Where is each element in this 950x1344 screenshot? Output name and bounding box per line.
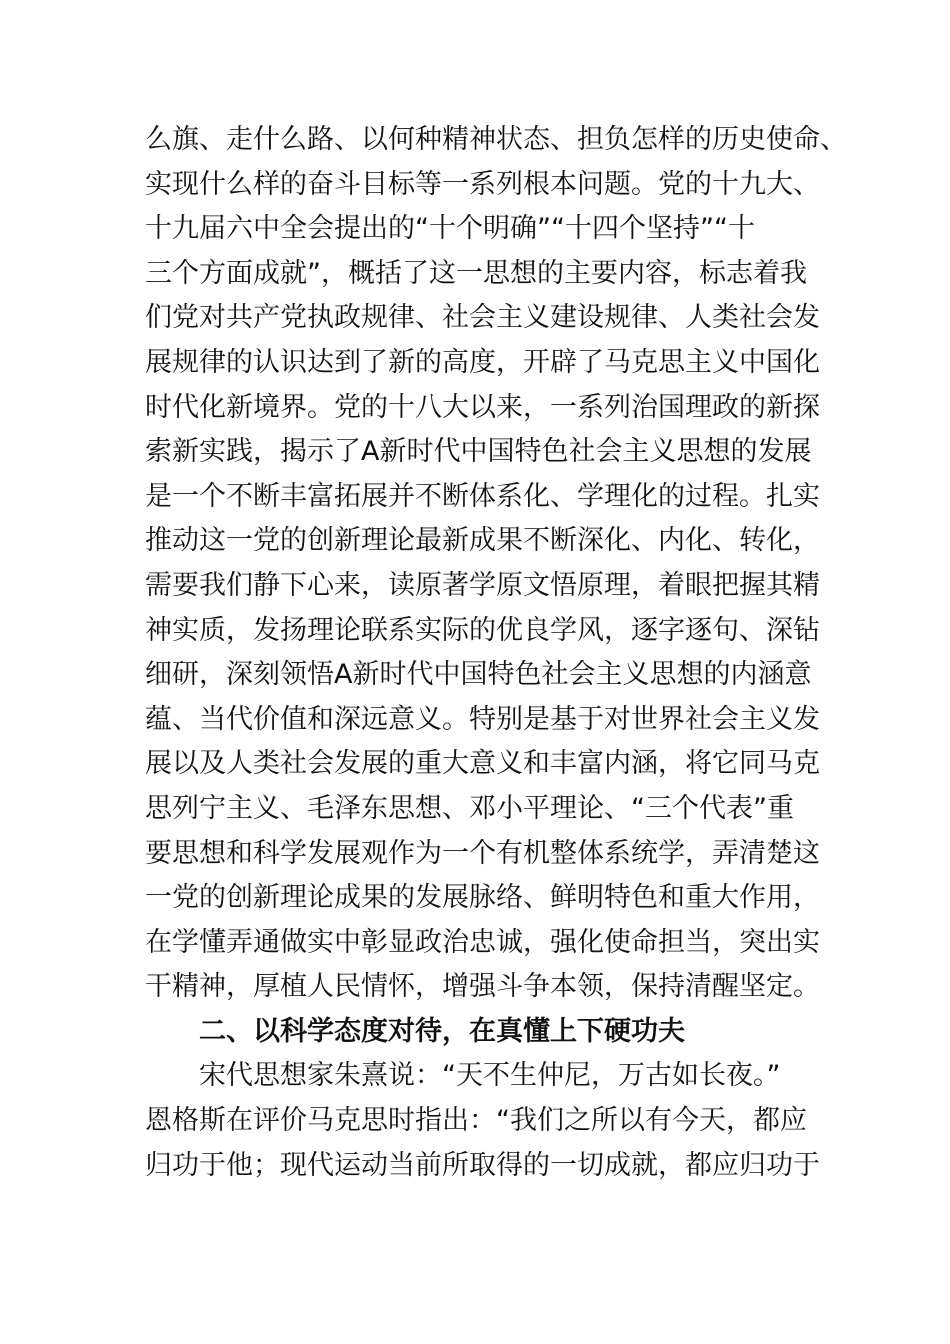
text-line: 们党对共产党执政规律、社会主义建设规律、人类社会发 [145, 302, 820, 334]
text-line: 要思想和科学发展观作为一个有机整体系统学，弄清楚这 [145, 837, 820, 869]
text-line: 一党的创新理论成果的发展脉络、鲜明特色和重大作用， [145, 882, 820, 914]
section-heading: 二、以科学态度对待，在真懂上下硬功夫 [199, 1015, 685, 1047]
text-line: 推动这一党的创新理论最新成果不断深化、内化、转化， [145, 525, 820, 557]
text-line: 需要我们静下心来，读原著学原文悟原理，着眼把握其精 [145, 569, 820, 601]
text-line: 是一个不断丰富拓展并不断体系化、学理化的过程。扎实 [145, 480, 820, 512]
text-line: 么旗、走什么路、以何种精神状态、担负怎样的历史使命、 [145, 124, 847, 155]
text-line: 恩格斯在评价马克思时指出：“我们之所以有今天，都应 [145, 1105, 807, 1137]
text-line: 宋代思想家朱熹说：“天不生仲尼，万古如长夜。” [199, 1060, 781, 1092]
text-line: 时代化新境界。党的十八大以来，一系列治国理政的新探 [145, 391, 820, 423]
text-line: 十九届六中全会提出的“十个明确”“十四个坚持”“十 [145, 213, 755, 245]
text-line: 展规律的认识达到了新的高度，开辟了马克思主义中国化 [145, 346, 820, 378]
text-line: 细研，深刻领悟A新时代中国特色社会主义思想的内涵意 [145, 659, 812, 691]
text-line: 三个方面成就”，概括了这一思想的主要内容，标志着我 [145, 257, 807, 289]
text-line: 展以及人类社会发展的重大意义和丰富内涵，将它同马克 [145, 748, 820, 780]
text-line: 索新实践，揭示了A新时代中国特色社会主义思想的发展 [145, 436, 812, 468]
text-line: 蕴、当代价值和深远意义。特别是基于对世界社会主义发 [145, 703, 820, 735]
text-line: 干精神，厚植人民情怀，增强斗争本领，保持清醒坚定。 [145, 971, 820, 1003]
text-line: 神实质，发扬理论联系实际的优良学风，逐字逐句、深钻 [145, 614, 820, 646]
text-line: 在学懂弄通做实中彰显政治忠诚，强化使命担当，突出实 [145, 926, 820, 958]
text-line: 归功于他；现代运动当前所取得的一切成就，都应归功于 [145, 1149, 820, 1181]
text-line: 实现什么样的奋斗目标等一系列根本问题。党的十九大、 [145, 168, 820, 200]
text-line: 思列宁主义、毛泽东思想、邓小平理论、“三个代表”重 [145, 792, 794, 824]
body-text [145, 118, 847, 1188]
